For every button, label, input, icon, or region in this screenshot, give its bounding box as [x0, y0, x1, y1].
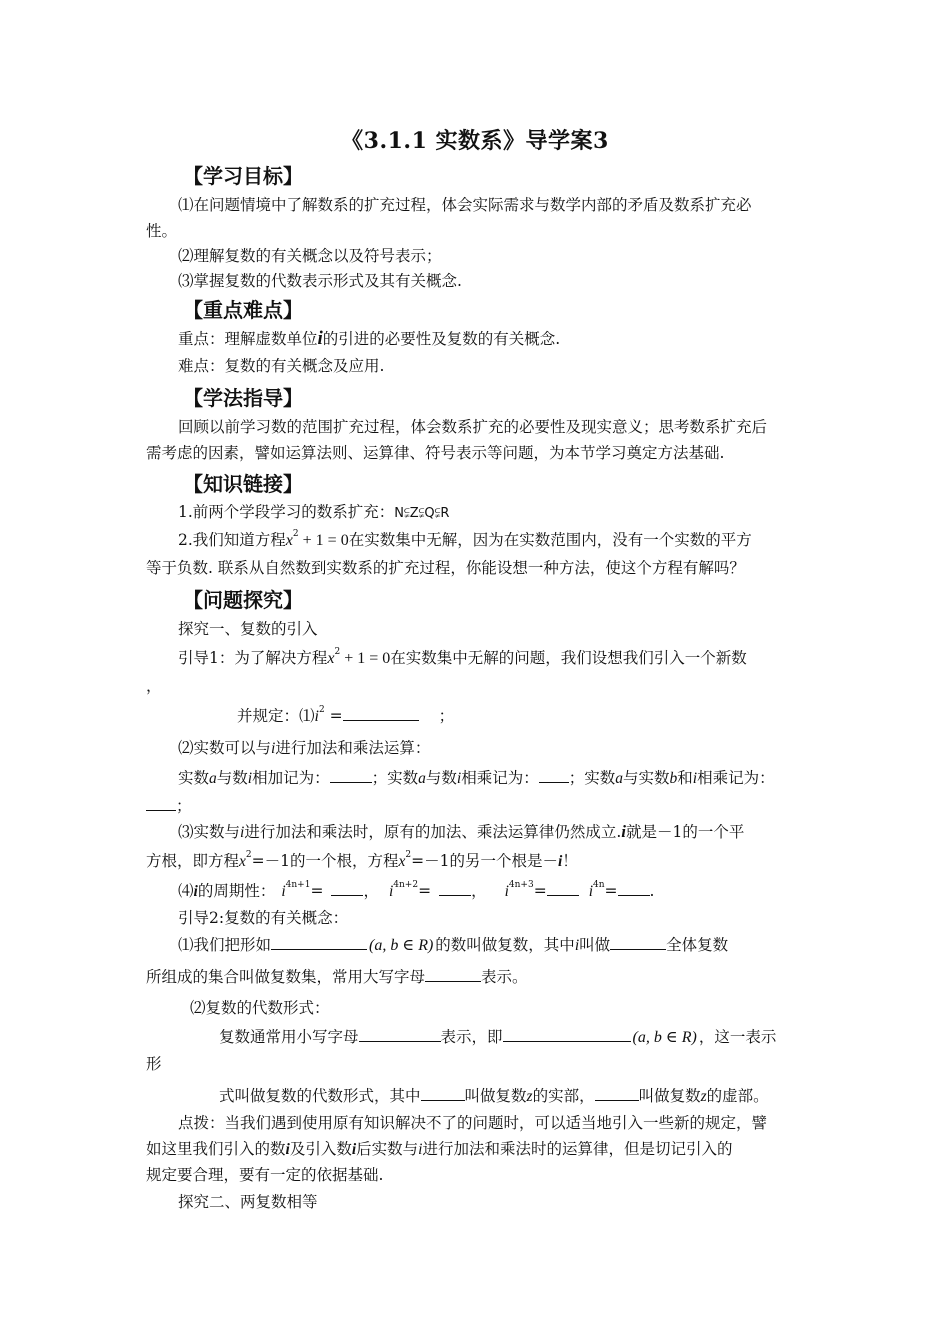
blank-complex-set-letter[interactable]: [425, 967, 481, 982]
heading-knowledge-links: 【知识链接】: [183, 472, 303, 496]
link-item-2-wrap: 等于负数. 联系从自然数到实数系的扩充过程，你能设想一种方法，使这个方程有解吗？: [146, 559, 745, 577]
law-line-wrap: 方根，即方程$x^2=-1$的一个根，方程$x^2=-1$的另一个根是－i！: [146, 850, 578, 870]
blank-i-squared[interactable]: [343, 706, 419, 721]
method-line-1: 回顾以前学习数的范围扩充过程，体会数系扩充的必要性及现实意义；思考数系扩充后: [178, 418, 768, 436]
goal-item-2: ⑵理解复数的有关概念以及符号表示；: [178, 247, 442, 265]
algebraic-form-line: 复数通常用小写字母 表示，即 (a, b ∈ R) ，这一表示: [219, 1028, 777, 1046]
blank-complex-form[interactable]: [271, 935, 367, 950]
goal-item-1: ⑴在问题情境中了解数系的扩充过程，体会实际需求与数学内部的矛盾及数系扩充必: [178, 196, 752, 214]
explore-part-2: 探究二、两复数相等: [178, 1193, 318, 1211]
tip-line-2: 如这里我们引入的数i及引入数i后实数与i进行加法和乘法时的运算律，但是切记引入的: [146, 1140, 733, 1158]
blank-power-4n1[interactable]: [331, 881, 363, 896]
algebraic-form-wrap: 形: [146, 1055, 162, 1073]
explore-part-1: 探究一、复数的引入: [178, 620, 318, 638]
goal-item-3: ⑶掌握复数的代数表示形式及其有关概念.: [178, 272, 462, 290]
blank-algebraic-form[interactable]: [503, 1027, 631, 1042]
rule-line: 并规定：$⑴i^2$ = ；: [237, 705, 455, 725]
tip-line-3: 规定要合理，要有一定的依据基础.: [146, 1166, 384, 1184]
periodicity-line: ⑷i的周期性： $i^{4n+1}=$ ， $i^{4n+2}=$ ， $i^{4n+3}= i^{4n}=$ .: [178, 880, 655, 900]
blank-product-ab[interactable]: [146, 796, 176, 811]
complex-form-wrap: 所组成的集合叫做复数集，常用大写字母 表示。: [146, 968, 528, 986]
heading-problem-explore: 【问题探究】: [183, 588, 303, 612]
blank-real-part[interactable]: [421, 1086, 465, 1101]
algebraic-form-heading: ⑵复数的代数形式：: [190, 999, 330, 1017]
difficulty-line: 难点：复数的有关概念及应用.: [178, 357, 385, 375]
tip-line-1: 点拨：当我们遇到使用原有知识解决不了的问题时，可以适当地引入一些新的规定，譬: [178, 1114, 768, 1132]
heading-key-points: 【重点难点】: [183, 298, 303, 322]
heading-method-guide: 【学法指导】: [183, 386, 303, 410]
link-item-2: 2.我们知道方程$x^2 + 1 = 0$在实数集中无解，因为在实数范围内，没有一个实数的平方: [178, 529, 752, 549]
complex-form-line: ⑴我们把形如 (a, b ∈ R) 的数叫做复数，其中i叫做 全体复数: [178, 936, 729, 954]
guide-1-line: 引导1：为了解决方程$x^2 + 1 = 0$在实数集中无解的问题，我们设想我们引入一个新数: [178, 647, 747, 667]
blank-sum[interactable]: [330, 768, 372, 783]
law-line: ⑶实数与i进行加法和乘法时，原有的加法、乘法运算律仍然成立.i就是－1的一个平: [178, 822, 745, 841]
algebraic-parts-line: 式叫做复数的代数形式，其中 叫做复数z的实部， 叫做复数z的虚部。: [219, 1087, 769, 1105]
blank-imaginary-unit[interactable]: [610, 935, 666, 950]
heading-learning-goals: 【学习目标】: [183, 164, 303, 188]
guide-2-line: 引导2:复数的有关概念：: [178, 909, 349, 927]
blank-power-4n3[interactable]: [547, 881, 579, 896]
blank-imaginary-part[interactable]: [595, 1086, 639, 1101]
add-multiply-wrap: ；: [146, 796, 192, 816]
blank-lowercase-letter[interactable]: [359, 1027, 441, 1042]
blank-power-4n[interactable]: [618, 881, 650, 896]
blank-product[interactable]: [539, 768, 569, 783]
key-point-line: 重点：理解虚数单位i的引进的必要性及复数的有关概念.: [178, 328, 561, 349]
blank-power-4n2[interactable]: [439, 881, 471, 896]
method-line-2: 需考虑的因素，譬如运算法则、运算律、符号表示等问题，为本节学习奠定方法基础.: [146, 444, 725, 462]
link-item-1: 1.前两个学段学习的数系扩充：N⫋Z⫋Q⫋R: [178, 503, 450, 521]
operation-line: ⑵实数可以与i进行加法和乘法运算：: [178, 739, 431, 757]
document-title: 《3.1.1 实数系》导学案3: [341, 128, 609, 154]
goal-item-1-wrap: 性。: [146, 222, 178, 240]
guide-1-wrap: ，: [146, 677, 162, 695]
add-multiply-line: 实数a与数i相加记为： ；实数a与数i相乘记为： ；实数a与实数b和i相乘记为：: [178, 769, 775, 787]
